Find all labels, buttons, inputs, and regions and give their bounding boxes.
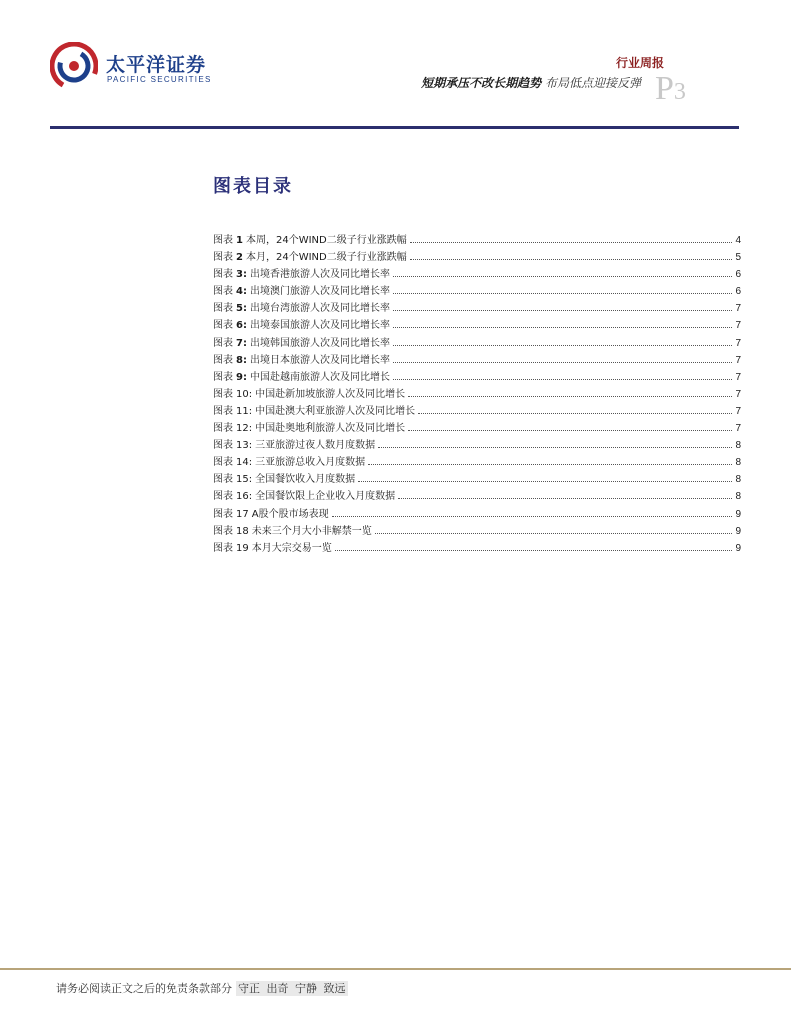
toc-entry-text: 本月大宗交易一览 — [251, 542, 332, 554]
toc-entry-label — [213, 488, 395, 505]
company-name-cn: 太平洋证券 — [106, 54, 207, 76]
toc-entry[interactable] — [213, 283, 741, 300]
report-subtitle — [421, 74, 641, 91]
toc-entry-label — [213, 386, 405, 403]
toc-entry-text: 中国赴澳大利亚旅游人次及同比增长 — [255, 405, 416, 417]
toc-entry[interactable] — [213, 352, 741, 369]
toc-entry-number: 10: — [236, 388, 253, 400]
toc-entry-page: 8 — [735, 457, 741, 469]
toc-entry-number: 9: — [236, 371, 247, 383]
toc-entry-page: 4 — [735, 235, 741, 246]
toc-entry-leader — [393, 361, 732, 363]
toc-entry-prefix: 图表 — [213, 491, 233, 503]
toc-entry-page: 9 — [735, 525, 741, 537]
toc-entry-page: 7 — [735, 320, 741, 332]
toc-entry-prefix: 图表 — [213, 440, 233, 452]
toc-entry-leader — [375, 532, 733, 534]
toc-entry-page: 6 — [735, 286, 741, 298]
toc-entry[interactable] — [213, 420, 741, 437]
toc-entry-page: 7 — [735, 371, 741, 383]
toc-entry[interactable] — [213, 266, 741, 283]
toc-entry[interactable] — [213, 540, 741, 557]
toc-entry[interactable] — [213, 386, 741, 403]
toc-entry-number: 16: — [236, 491, 253, 503]
toc-entry-number: 7: — [236, 337, 247, 349]
toc-entry-page: 8 — [735, 474, 741, 486]
toc-entry-label — [213, 266, 390, 283]
toc-entry-leader — [393, 292, 732, 294]
toc-entry-leader — [368, 463, 732, 465]
page-number-prefix: P — [655, 70, 674, 107]
toc-entry-leader — [408, 395, 732, 397]
toc-entry-page: 7 — [735, 303, 741, 315]
toc-entry-page: 7 — [735, 354, 741, 366]
report-type: 行业周报 — [615, 56, 664, 70]
toc-entry[interactable] — [213, 335, 741, 352]
toc-entry-label — [213, 369, 390, 386]
toc-entry-label — [213, 471, 355, 488]
toc-entry-number: 11: — [236, 405, 253, 417]
toc-entry-leader — [410, 241, 733, 243]
toc-entry-page: 8 — [735, 440, 741, 452]
toc-entry-prefix: 图表 — [213, 286, 233, 298]
toc-entry-leader — [393, 309, 732, 311]
toc-entry-label — [213, 420, 405, 437]
toc-entry-page: 7 — [735, 337, 741, 349]
toc-entry-number: 8: — [236, 354, 247, 366]
toc-entry-text: 本周，24个WIND二级子行业涨跌幅 — [245, 235, 407, 246]
page-number — [655, 70, 686, 108]
toc-entry-number: 3: — [236, 269, 247, 281]
toc-entry-number: 15: — [236, 474, 253, 486]
toc-entry[interactable] — [213, 232, 741, 249]
toc-entry-number: 13: — [236, 440, 253, 452]
toc-entry-text: 出境韩国旅游人次及同比增长率 — [249, 337, 390, 349]
toc-entry-leader — [398, 497, 732, 499]
toc-entry-prefix: 图表 — [213, 303, 233, 315]
toc-entry-prefix: 图表 — [213, 388, 233, 400]
company-name-en: PACIFIC SECURITIES — [107, 75, 212, 84]
toc-entry[interactable] — [213, 471, 741, 488]
toc-entry[interactable] — [213, 523, 741, 540]
toc-entry-prefix: 图表 — [213, 371, 233, 383]
toc-entry-label — [213, 317, 390, 334]
footer-disclaimer: 请务必阅读正文之后的免责条款部分 — [56, 982, 232, 995]
pacific-securities-logo-icon — [50, 42, 98, 90]
toc-entry[interactable] — [213, 317, 741, 334]
toc-entry-prefix: 图表 — [213, 320, 233, 332]
toc-entry[interactable] — [213, 437, 741, 454]
page-number-value: 3 — [673, 79, 686, 105]
toc-entry[interactable] — [213, 403, 741, 420]
toc-entry-label — [213, 506, 329, 523]
toc-entry-label — [213, 403, 415, 420]
toc-entry-page: 5 — [735, 252, 741, 264]
toc-entry-leader — [393, 275, 732, 277]
toc-entry-number: 18 — [236, 525, 249, 537]
footer — [56, 980, 348, 996]
toc-entry-leader — [378, 446, 732, 448]
toc-entry[interactable] — [213, 300, 741, 317]
toc-entry-text: 出境泰国旅游人次及同比增长率 — [249, 320, 390, 332]
toc-entry-number: 19 — [236, 542, 249, 554]
toc-entry-number: 12: — [236, 423, 253, 435]
toc-entry-text: 全国餐饮收入月度数据 — [255, 474, 356, 486]
subtitle-normal: 布局低点迎接反弹 — [544, 76, 641, 90]
toc-entry-label — [213, 437, 375, 454]
toc-entry-text: 本月，24个WIND二级子行业涨跌幅 — [245, 252, 407, 264]
toc-entry-prefix: 图表 — [213, 269, 233, 281]
toc-entry-text: 出境台湾旅游人次及同比增长率 — [249, 303, 390, 315]
toc-entry-number: 2 — [236, 252, 243, 264]
toc-entry[interactable] — [213, 488, 741, 505]
toc-entry-prefix: 图表 — [213, 252, 233, 264]
header-divider — [50, 126, 739, 129]
toc-entry-number: 1 — [236, 235, 243, 246]
toc-entry-prefix: 图表 — [213, 525, 233, 537]
toc-entry-text: 全国餐饮限上企业收入月度数据 — [255, 491, 396, 503]
toc-entry-page: 9 — [735, 542, 741, 554]
toc-entry[interactable] — [213, 369, 741, 386]
footer-motto: 守正 出奇 宁静 致远 — [238, 982, 346, 995]
toc-entry-leader — [332, 515, 733, 517]
toc-entry-prefix: 图表 — [213, 235, 233, 246]
toc-entry-text: 出境日本旅游人次及同比增长率 — [249, 354, 390, 366]
toc-entry-leader — [410, 258, 733, 260]
toc-entry-label — [213, 249, 407, 266]
toc-entry-label — [213, 300, 390, 317]
toc-entry-number: 14: — [236, 457, 253, 469]
footer-divider — [0, 968, 791, 970]
toc-entry-label — [213, 335, 390, 352]
toc-entry-leader — [393, 378, 732, 380]
toc-entry-page: 8 — [735, 491, 741, 503]
toc-entry-prefix: 图表 — [213, 337, 233, 349]
toc-entry-page: 7 — [735, 388, 741, 400]
toc-entry-number: 6: — [236, 320, 247, 332]
toc-entry-label — [213, 540, 332, 557]
toc-entry-prefix: 图表 — [213, 354, 233, 366]
toc-entry-text: 中国赴越南旅游人次及同比增长 — [249, 371, 390, 383]
toc-entry-text: A股个股市场表现 — [251, 508, 329, 520]
toc-entry-label — [213, 454, 365, 471]
toc-entry-prefix: 图表 — [213, 457, 233, 469]
toc-entry-leader — [418, 412, 732, 414]
toc-entry-prefix: 图表 — [213, 423, 233, 435]
toc-entry-page: 6 — [735, 269, 741, 281]
toc-entry[interactable] — [213, 506, 741, 523]
company-logo — [50, 42, 210, 90]
toc-entry[interactable] — [213, 454, 741, 471]
toc-entry-text: 三亚旅游总收入月度数据 — [255, 457, 366, 469]
toc-entry-number: 5: — [236, 303, 247, 315]
toc-title: 图表目录 — [213, 176, 293, 197]
toc-entry-leader — [393, 326, 732, 328]
toc-entry-number: 17 — [236, 508, 249, 520]
toc-entry-leader — [408, 429, 732, 431]
toc-entry-label — [213, 523, 372, 540]
toc-entry-label — [213, 232, 407, 249]
toc-entry-label — [213, 352, 390, 369]
toc-entry-text: 未来三个月大小非解禁一览 — [251, 525, 372, 537]
toc-entry-text: 中国赴新加坡旅游人次及同比增长 — [255, 388, 406, 400]
toc-entry-page: 7 — [735, 423, 741, 435]
toc-entry-number: 4: — [236, 286, 247, 298]
toc-entry-prefix: 图表 — [213, 474, 233, 486]
toc-entry-text: 出境香港旅游人次及同比增长率 — [249, 269, 390, 281]
table-of-figures — [213, 232, 741, 557]
toc-entry-leader — [335, 549, 733, 551]
toc-entry-prefix: 图表 — [213, 405, 233, 417]
toc-entry-page: 7 — [735, 405, 741, 417]
toc-entry-label — [213, 283, 390, 300]
toc-entry-page: 9 — [735, 508, 741, 520]
toc-entry-leader — [393, 344, 732, 346]
toc-entry-text: 出境澳门旅游人次及同比增长率 — [249, 286, 390, 298]
toc-entry-prefix: 图表 — [213, 508, 233, 520]
toc-entry[interactable] — [213, 249, 741, 266]
toc-entry-leader — [358, 480, 732, 482]
subtitle-bold: 短期承压不改长期趋势 — [421, 76, 542, 90]
toc-entry-text: 三亚旅游过夜人数月度数据 — [255, 440, 376, 452]
toc-entry-prefix: 图表 — [213, 542, 233, 554]
toc-entry-text: 中国赴奥地利旅游人次及同比增长 — [255, 423, 406, 435]
